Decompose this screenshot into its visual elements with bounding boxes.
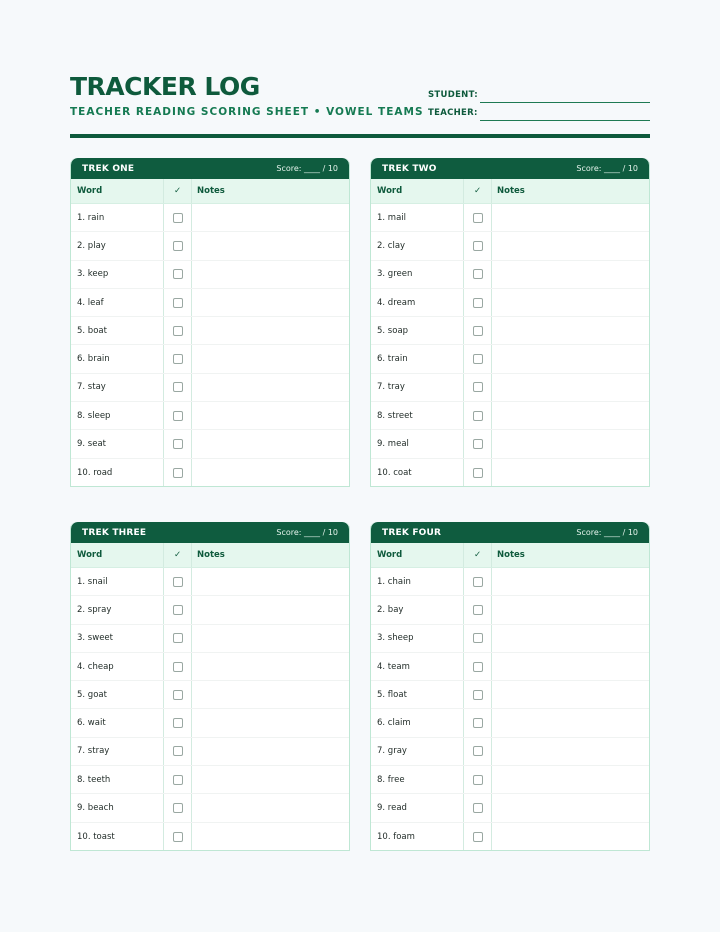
word-cell: 3. keep (71, 261, 164, 288)
table-row (71, 317, 349, 345)
word-column-header: Word (71, 543, 164, 567)
word-cell: 8. teeth (71, 766, 164, 793)
word-cell: 10. coat (371, 459, 464, 487)
word-cell: 4. leaf (71, 289, 164, 316)
notes-cell[interactable] (492, 823, 649, 851)
check-cell (464, 317, 492, 344)
word-cell: 5. goat (71, 681, 164, 708)
word-cell: 5. boat (71, 317, 164, 344)
notes-column-header: Notes (497, 550, 525, 560)
trek-card-4 (370, 522, 650, 851)
notes-column-header: Notes (197, 550, 225, 560)
word-column-header: Word (71, 179, 164, 203)
checkbox[interactable] (173, 605, 183, 615)
table-row (371, 738, 649, 766)
word-cell: 5. float (371, 681, 464, 708)
checkbox[interactable] (473, 439, 483, 449)
table-row (371, 653, 649, 681)
check-cell (164, 568, 192, 595)
notes-cell[interactable] (192, 289, 349, 316)
table-row (371, 625, 649, 653)
check-cell (164, 289, 192, 316)
checkbox[interactable] (173, 803, 183, 813)
checkbox[interactable] (173, 746, 183, 756)
check-cell (464, 596, 492, 623)
table-row (71, 459, 349, 487)
word-cell: 7. stray (71, 738, 164, 765)
table-row (371, 374, 649, 402)
checkbox[interactable] (473, 832, 483, 842)
checkbox[interactable] (173, 577, 183, 587)
table-row (371, 289, 649, 317)
score-field[interactable]: Score: ____ / 10 (276, 528, 338, 537)
check-cell (164, 459, 192, 487)
word-cell: 1. rain (71, 204, 164, 231)
word-cell: 10. toast (71, 823, 164, 851)
notes-cell[interactable] (492, 625, 649, 652)
check-cell (464, 204, 492, 231)
notes-cell[interactable] (492, 709, 649, 736)
notes-column-header: Notes (197, 186, 225, 196)
check-cell (164, 402, 192, 429)
table-row (371, 261, 649, 289)
word-cell: 3. sweet (71, 625, 164, 652)
word-cell: 5. soap (371, 317, 464, 344)
notes-cell[interactable] (492, 738, 649, 765)
check-cell (464, 625, 492, 652)
score-field[interactable]: Score: ____ / 10 (576, 164, 638, 173)
word-cell: 9. meal (371, 430, 464, 457)
table-row (71, 289, 349, 317)
word-cell: 4. team (371, 653, 464, 680)
card-title: TREK THREE (82, 527, 147, 538)
checkbox[interactable] (173, 298, 183, 308)
student-line[interactable] (480, 102, 650, 103)
check-cell (464, 430, 492, 457)
check-column-header: ✓ (164, 543, 192, 567)
notes-cell[interactable] (492, 345, 649, 372)
check-cell (164, 596, 192, 623)
check-cell (464, 709, 492, 736)
table-row (371, 232, 649, 260)
check-cell (464, 823, 492, 851)
word-cell: 2. bay (371, 596, 464, 623)
word-cell: 2. spray (71, 596, 164, 623)
notes-cell[interactable] (192, 709, 349, 736)
column-header (371, 179, 649, 204)
check-cell (164, 766, 192, 793)
table-row (371, 430, 649, 458)
card-header (71, 158, 349, 179)
checkbox[interactable] (473, 633, 483, 643)
card-title: TREK FOUR (382, 527, 442, 538)
check-cell (164, 261, 192, 288)
checkbox[interactable] (173, 326, 183, 336)
table-row (71, 402, 349, 430)
checkbox[interactable] (473, 803, 483, 813)
teacher-field[interactable] (428, 108, 650, 124)
notes-column-header: Notes (497, 186, 525, 196)
table-row (71, 823, 349, 851)
notes-cell[interactable] (492, 430, 649, 457)
notes-cell[interactable] (492, 653, 649, 680)
table-row (71, 430, 349, 458)
notes-cell[interactable] (192, 568, 349, 595)
check-cell (464, 402, 492, 429)
check-cell (164, 374, 192, 401)
student-field[interactable] (428, 90, 650, 106)
trek-card-2 (370, 158, 650, 487)
word-cell: 9. beach (71, 794, 164, 821)
check-cell (164, 430, 192, 457)
checkbox[interactable] (473, 269, 483, 279)
checkbox[interactable] (473, 298, 483, 308)
notes-cell[interactable] (192, 345, 349, 372)
check-cell (164, 625, 192, 652)
word-cell: 1. snail (71, 568, 164, 595)
check-cell (464, 653, 492, 680)
page-subtitle: TEACHER READING SCORING SHEET • VOWEL TEAMS (70, 106, 424, 118)
notes-cell[interactable] (192, 204, 349, 231)
checkbox[interactable] (173, 662, 183, 672)
word-cell: 8. sleep (71, 402, 164, 429)
checkbox[interactable] (173, 241, 183, 251)
table-row (71, 766, 349, 794)
page-title: TRACKER LOG (70, 72, 260, 101)
card-title: TREK ONE (82, 163, 135, 174)
card-title: TREK TWO (382, 163, 437, 174)
check-cell (164, 204, 192, 231)
table-row (371, 681, 649, 709)
check-cell (464, 794, 492, 821)
word-column-header: Word (371, 543, 464, 567)
check-cell (464, 232, 492, 259)
table-row (71, 709, 349, 737)
checkbox[interactable] (473, 577, 483, 587)
notes-cell[interactable] (192, 261, 349, 288)
page-header (70, 72, 650, 122)
notes-cell[interactable] (192, 402, 349, 429)
table-row (71, 204, 349, 232)
checkbox[interactable] (473, 746, 483, 756)
word-cell: 6. train (371, 345, 464, 372)
word-cell: 7. gray (371, 738, 464, 765)
word-cell: 1. chain (371, 568, 464, 595)
check-cell (464, 374, 492, 401)
table-row (371, 766, 649, 794)
table-row (71, 794, 349, 822)
checkbox[interactable] (473, 354, 483, 364)
word-cell: 4. cheap (71, 653, 164, 680)
checkbox[interactable] (173, 690, 183, 700)
teacher-label: TEACHER: (428, 108, 478, 118)
table-row (371, 459, 649, 487)
card-header (71, 522, 349, 543)
checkbox[interactable] (173, 269, 183, 279)
table-row (371, 596, 649, 624)
check-cell (164, 709, 192, 736)
checkbox[interactable] (173, 439, 183, 449)
word-cell: 2. clay (371, 232, 464, 259)
check-cell (164, 738, 192, 765)
check-cell (164, 232, 192, 259)
check-column-header: ✓ (164, 179, 192, 203)
checkbox[interactable] (473, 382, 483, 392)
check-column-header: ✓ (464, 179, 492, 203)
teacher-line[interactable] (480, 120, 650, 121)
table-row (371, 204, 649, 232)
checkbox[interactable] (473, 718, 483, 728)
notes-cell[interactable] (192, 681, 349, 708)
notes-cell[interactable] (192, 738, 349, 765)
table-row (71, 261, 349, 289)
word-cell: 7. tray (371, 374, 464, 401)
table-row (71, 596, 349, 624)
notes-cell[interactable] (192, 232, 349, 259)
notes-cell[interactable] (192, 596, 349, 623)
table-row (71, 568, 349, 596)
table-row (71, 738, 349, 766)
checkbox[interactable] (473, 241, 483, 251)
word-cell: 8. street (371, 402, 464, 429)
word-cell: 1. mail (371, 204, 464, 231)
table-row (71, 345, 349, 373)
checkbox[interactable] (473, 775, 483, 785)
table-row (371, 823, 649, 851)
notes-cell[interactable] (492, 289, 649, 316)
notes-cell[interactable] (492, 568, 649, 595)
notes-cell[interactable] (192, 653, 349, 680)
word-cell: 3. green (371, 261, 464, 288)
check-cell (464, 261, 492, 288)
checkbox[interactable] (473, 690, 483, 700)
check-cell (464, 345, 492, 372)
check-cell (164, 823, 192, 851)
table-row (71, 681, 349, 709)
check-cell (464, 459, 492, 487)
word-cell: 7. stay (71, 374, 164, 401)
checkbox[interactable] (473, 411, 483, 421)
notes-cell[interactable] (492, 794, 649, 821)
check-cell (464, 568, 492, 595)
checkbox[interactable] (173, 382, 183, 392)
notes-cell[interactable] (492, 459, 649, 487)
word-cell: 10. foam (371, 823, 464, 851)
word-cell: 6. claim (371, 709, 464, 736)
notes-cell[interactable] (492, 402, 649, 429)
notes-cell[interactable] (492, 766, 649, 793)
checkbox[interactable] (173, 775, 183, 785)
checkbox[interactable] (473, 213, 483, 223)
table-row (371, 709, 649, 737)
table-row (371, 345, 649, 373)
notes-cell[interactable] (492, 232, 649, 259)
word-cell: 3. sheep (371, 625, 464, 652)
checkbox[interactable] (173, 832, 183, 842)
notes-cell[interactable] (192, 794, 349, 821)
check-cell (164, 681, 192, 708)
checkbox[interactable] (473, 326, 483, 336)
word-cell: 6. wait (71, 709, 164, 736)
word-cell: 10. road (71, 459, 164, 487)
checkbox[interactable] (173, 718, 183, 728)
notes-cell[interactable] (192, 459, 349, 487)
table-row (71, 232, 349, 260)
score-field[interactable]: Score: ____ / 10 (576, 528, 638, 537)
check-cell (464, 766, 492, 793)
table-row (371, 568, 649, 596)
notes-cell[interactable] (492, 317, 649, 344)
checkbox[interactable] (173, 213, 183, 223)
check-cell (464, 681, 492, 708)
notes-cell[interactable] (192, 766, 349, 793)
checkbox[interactable] (173, 411, 183, 421)
check-cell (464, 289, 492, 316)
word-cell: 6. brain (71, 345, 164, 372)
checkbox[interactable] (173, 354, 183, 364)
table-row (371, 794, 649, 822)
notes-cell[interactable] (192, 823, 349, 851)
check-cell (164, 794, 192, 821)
word-cell: 4. dream (371, 289, 464, 316)
check-column-header: ✓ (464, 543, 492, 567)
check-cell (164, 345, 192, 372)
header-divider (70, 134, 650, 138)
check-cell (164, 317, 192, 344)
notes-cell[interactable] (192, 430, 349, 457)
word-cell: 9. seat (71, 430, 164, 457)
table-row (371, 317, 649, 345)
checkbox[interactable] (473, 605, 483, 615)
notes-cell[interactable] (492, 261, 649, 288)
trek-card-3 (70, 522, 350, 851)
card-header (371, 522, 649, 543)
table-row (71, 653, 349, 681)
check-cell (164, 653, 192, 680)
score-field[interactable]: Score: ____ / 10 (276, 164, 338, 173)
notes-cell[interactable] (492, 374, 649, 401)
notes-cell[interactable] (492, 204, 649, 231)
notes-cell[interactable] (192, 317, 349, 344)
word-column-header: Word (371, 179, 464, 203)
table-row (71, 625, 349, 653)
table-row (71, 374, 349, 402)
checkbox[interactable] (173, 468, 183, 478)
student-label: STUDENT: (428, 90, 478, 100)
word-cell: 2. play (71, 232, 164, 259)
column-header (71, 179, 349, 204)
checkbox[interactable] (473, 468, 483, 478)
checkbox[interactable] (473, 662, 483, 672)
card-header (371, 158, 649, 179)
check-cell (464, 738, 492, 765)
checkbox[interactable] (173, 633, 183, 643)
column-header (371, 543, 649, 568)
column-header (71, 543, 349, 568)
trek-card-1 (70, 158, 350, 487)
notes-cell[interactable] (192, 625, 349, 652)
notes-cell[interactable] (492, 681, 649, 708)
table-row (371, 402, 649, 430)
word-cell: 8. free (371, 766, 464, 793)
word-cell: 9. read (371, 794, 464, 821)
notes-cell[interactable] (192, 374, 349, 401)
notes-cell[interactable] (492, 596, 649, 623)
